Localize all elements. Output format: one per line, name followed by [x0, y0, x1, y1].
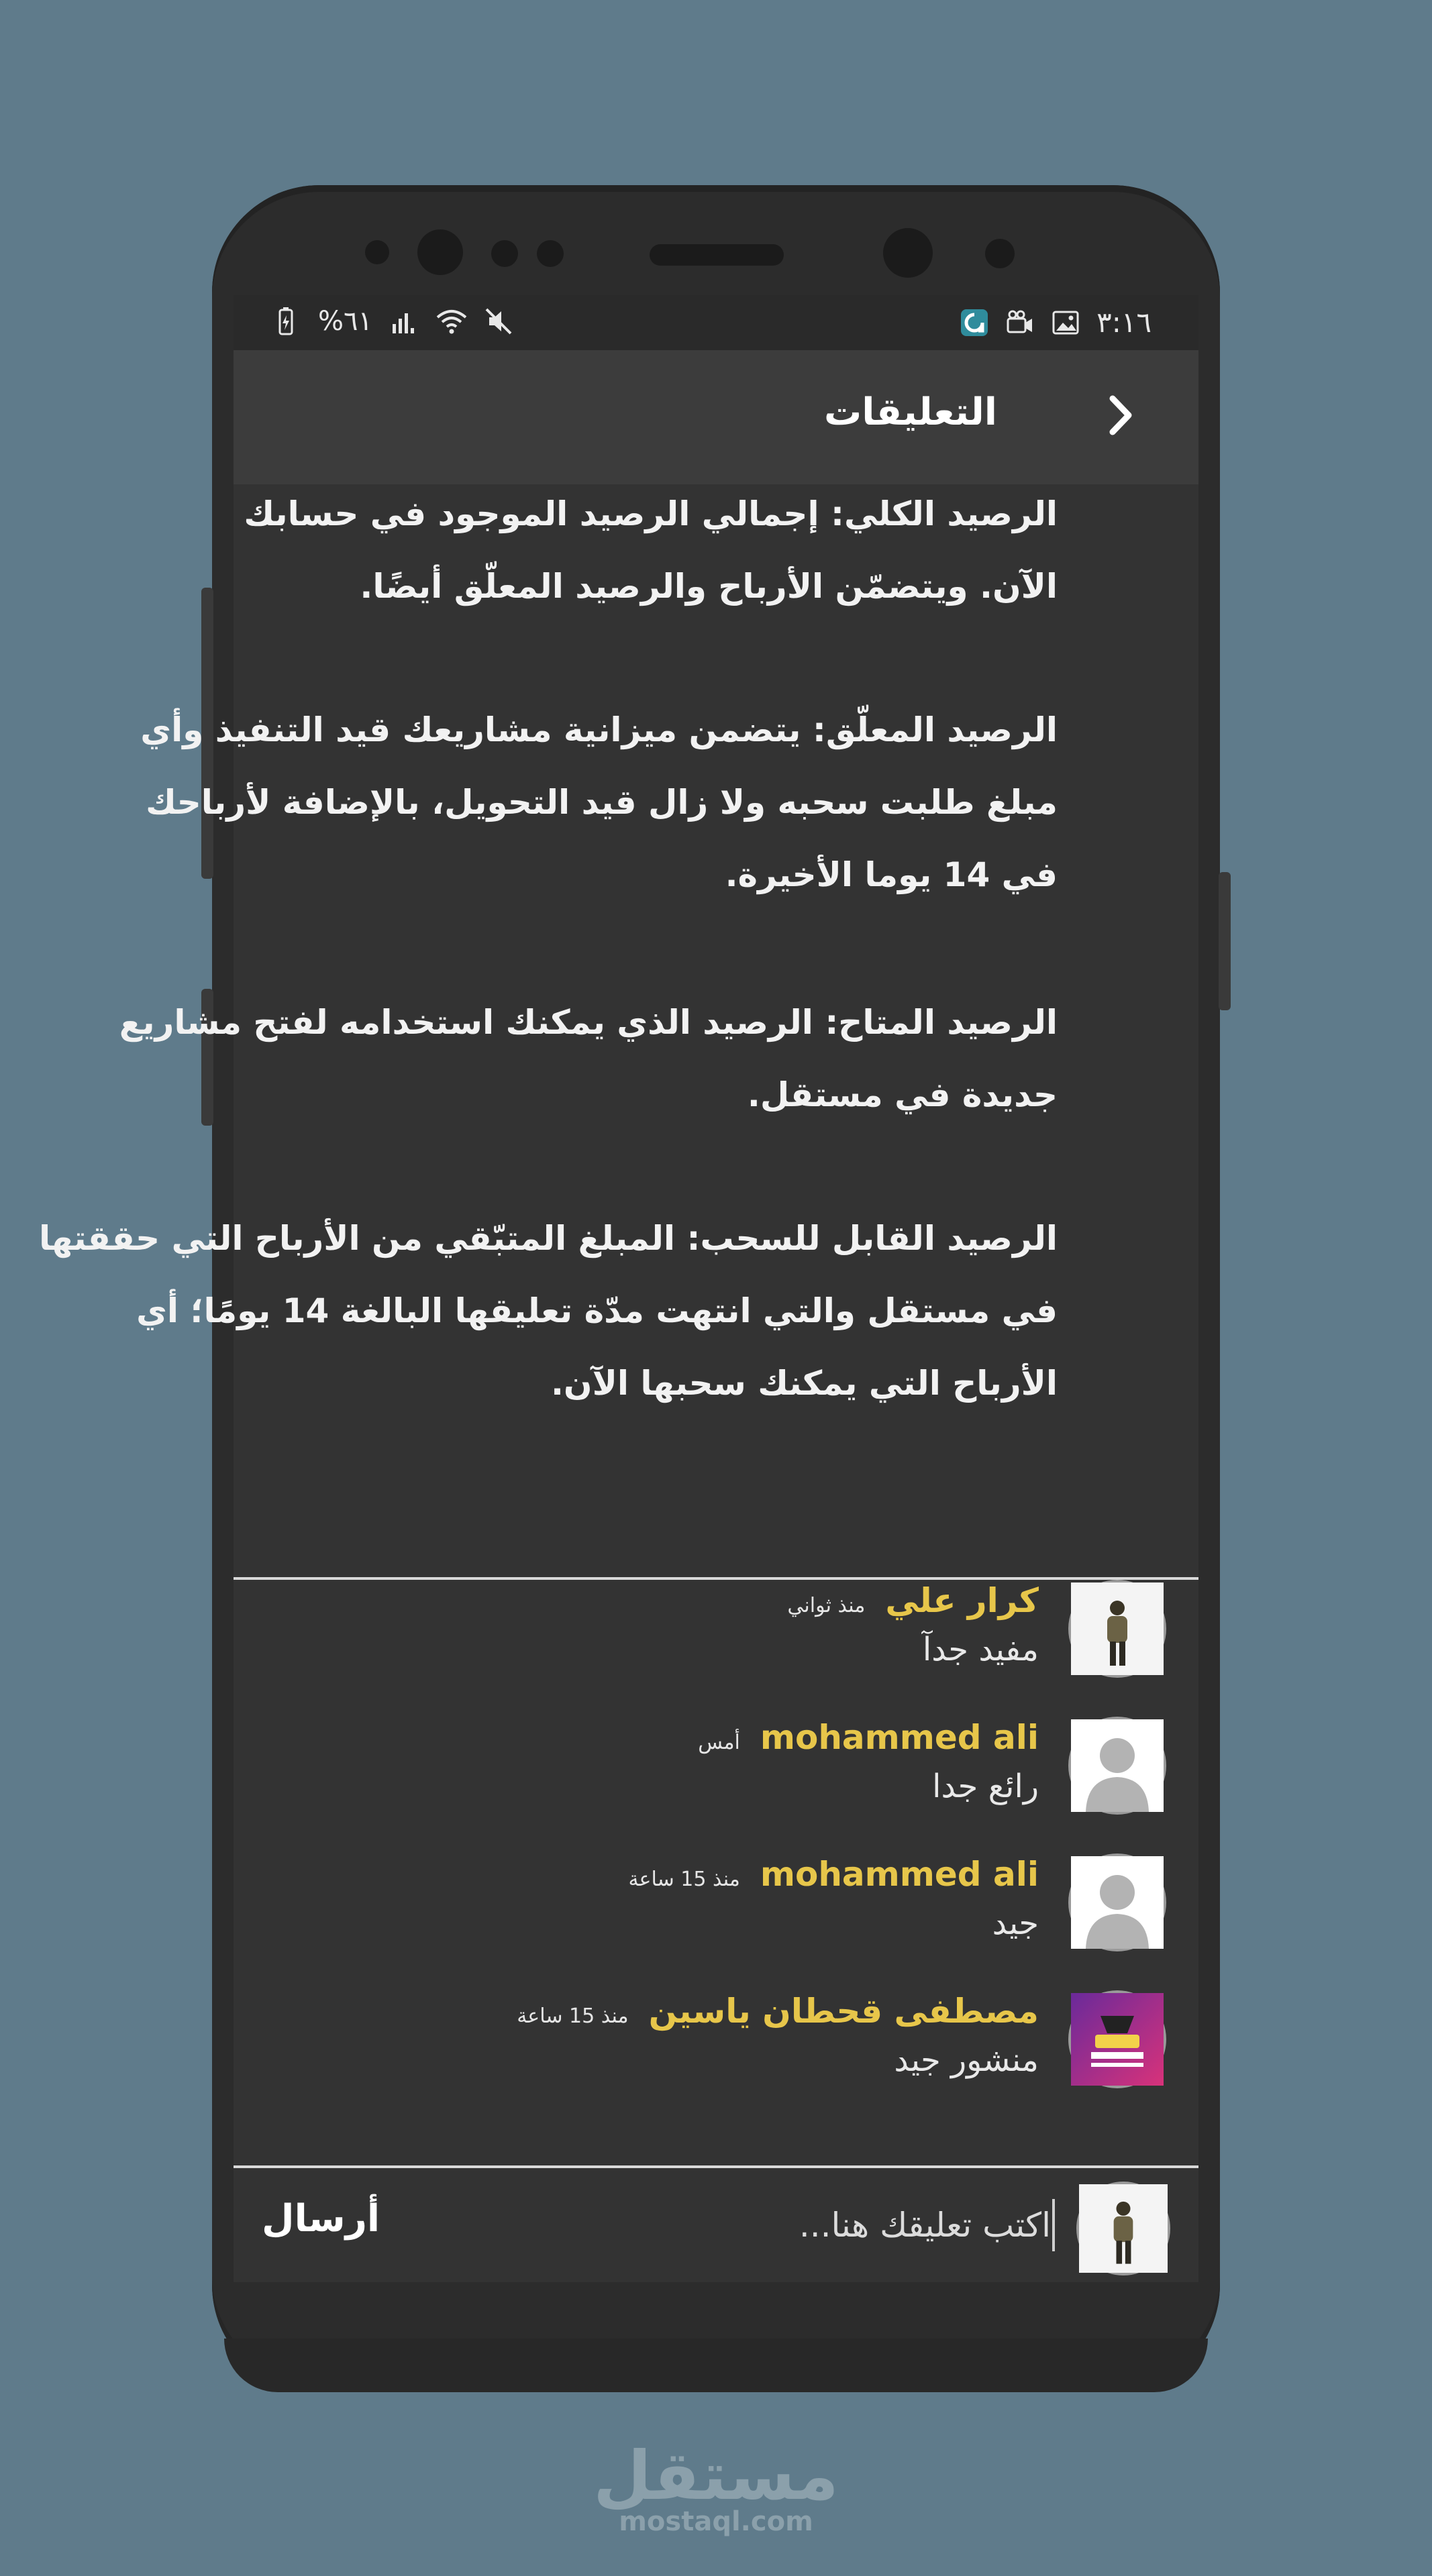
article-line: الرصيد الكلي: إجمالي الرصيد الموجود في حسابك — [244, 494, 1058, 533]
app-bar — [234, 350, 1198, 484]
send-button[interactable]: أرسال — [258, 2196, 384, 2241]
image-icon — [1051, 308, 1080, 337]
user-placeholder-icon — [1071, 1856, 1164, 1949]
status-bar-left — [271, 306, 513, 337]
article-line: الأرباح التي يمكنك سحبها الآن. — [550, 1364, 1058, 1403]
comment-text: مفيد جدآ — [922, 1631, 1039, 1668]
article-body — [38, 484, 1198, 1403]
comment-time: منذ 15 ساعة — [628, 1868, 740, 1891]
paragraph-total-balance — [232, 478, 1058, 623]
comment-header — [517, 1992, 1039, 2031]
avatar[interactable] — [1068, 1854, 1166, 1951]
brand-logo-text: مستقل — [593, 2436, 839, 2515]
video-icon — [1005, 308, 1035, 337]
brand-url: mostaql.com — [619, 2506, 813, 2537]
comment-input[interactable] — [580, 2199, 1055, 2251]
comment-text: جيد — [992, 1904, 1039, 1942]
paragraph-available-balance — [119, 986, 1058, 1131]
article-line: الرصيد المعلّق: يتضمن ميزانية مشاريعك قيد التنفيذ وأي — [140, 710, 1058, 749]
back-button[interactable] — [1098, 392, 1145, 439]
comment-time: أمس — [698, 1731, 740, 1754]
comment-author[interactable]: mohammed ali — [760, 1855, 1039, 1894]
avatar[interactable] — [1068, 1990, 1166, 2088]
hiker-avatar-icon — [1079, 2184, 1168, 2273]
comment-item — [234, 1717, 1198, 1851]
page-title: التعليقات — [823, 390, 997, 434]
paragraph-withdrawable-balance — [38, 1202, 1058, 1419]
article-line: مبلغ طلبت سحبه ولا زال قيد التحويل، بالإضافة لأرباحك — [146, 783, 1058, 822]
comment-author[interactable]: مصطفى قحطان ياسين — [648, 1992, 1039, 2031]
user-placeholder-icon — [1071, 1719, 1164, 1812]
article-line: الرصيد القابل للسحب: المبلغ المتبّقي من الأرباح التي حققتها — [38, 1219, 1058, 1258]
comment-text: منشور جيد — [894, 2041, 1039, 2079]
comment-header — [787, 1581, 1039, 1620]
avatar[interactable] — [1068, 1717, 1166, 1815]
comment-header — [628, 1855, 1039, 1894]
status-bar — [234, 295, 1198, 350]
status-bar-right — [960, 306, 1152, 339]
battery-icon — [271, 307, 301, 336]
article-line: في 14 يوما الأخيرة. — [725, 855, 1058, 894]
comment-composer — [234, 2169, 1198, 2282]
hiker-avatar-icon — [1071, 1582, 1164, 1675]
clock: ٣:١٦ — [1096, 306, 1152, 339]
comment-text: رائع جدا — [932, 1768, 1039, 1805]
comment-time: منذ 15 ساعة — [517, 2004, 629, 2028]
signal-icon — [390, 307, 419, 336]
comment-item — [234, 1990, 1198, 2125]
current-user-avatar — [1076, 2182, 1170, 2275]
avatar[interactable] — [1068, 1580, 1166, 1678]
article-line: في مستقل والتي انتهت مدّة تعليقها البالغة 14 يومًا؛ أي — [136, 1291, 1058, 1330]
paragraph-pending-balance — [140, 694, 1058, 911]
article-line: جديدة في مستقل. — [747, 1075, 1058, 1114]
comment-time: منذ ثواني — [787, 1594, 866, 1617]
comment-author[interactable]: كرار علي — [885, 1581, 1039, 1620]
comment-item — [234, 1854, 1198, 1988]
chevron-right-icon — [1098, 392, 1145, 439]
app-screen — [38, 295, 1198, 2282]
logo-avatar-icon — [1071, 1993, 1164, 2086]
app-notification-icon — [960, 308, 989, 337]
power-button — [1219, 872, 1231, 1010]
comment-item — [234, 1580, 1198, 1714]
composer-divider — [234, 2165, 1198, 2168]
wifi-icon — [437, 307, 466, 336]
article-line: الآن. ويتضمّن الأرباح والرصيد المعلّق أيضًا. — [360, 567, 1058, 606]
mute-icon — [484, 307, 513, 336]
comment-author[interactable]: mohammed ali — [760, 1718, 1039, 1757]
comment-header — [698, 1718, 1039, 1757]
battery-percent: %٦١ — [318, 306, 372, 337]
article-line: الرصيد المتاح: الرصيد الذي يمكنك استخدامه لفتح مشاريع — [119, 1003, 1058, 1042]
